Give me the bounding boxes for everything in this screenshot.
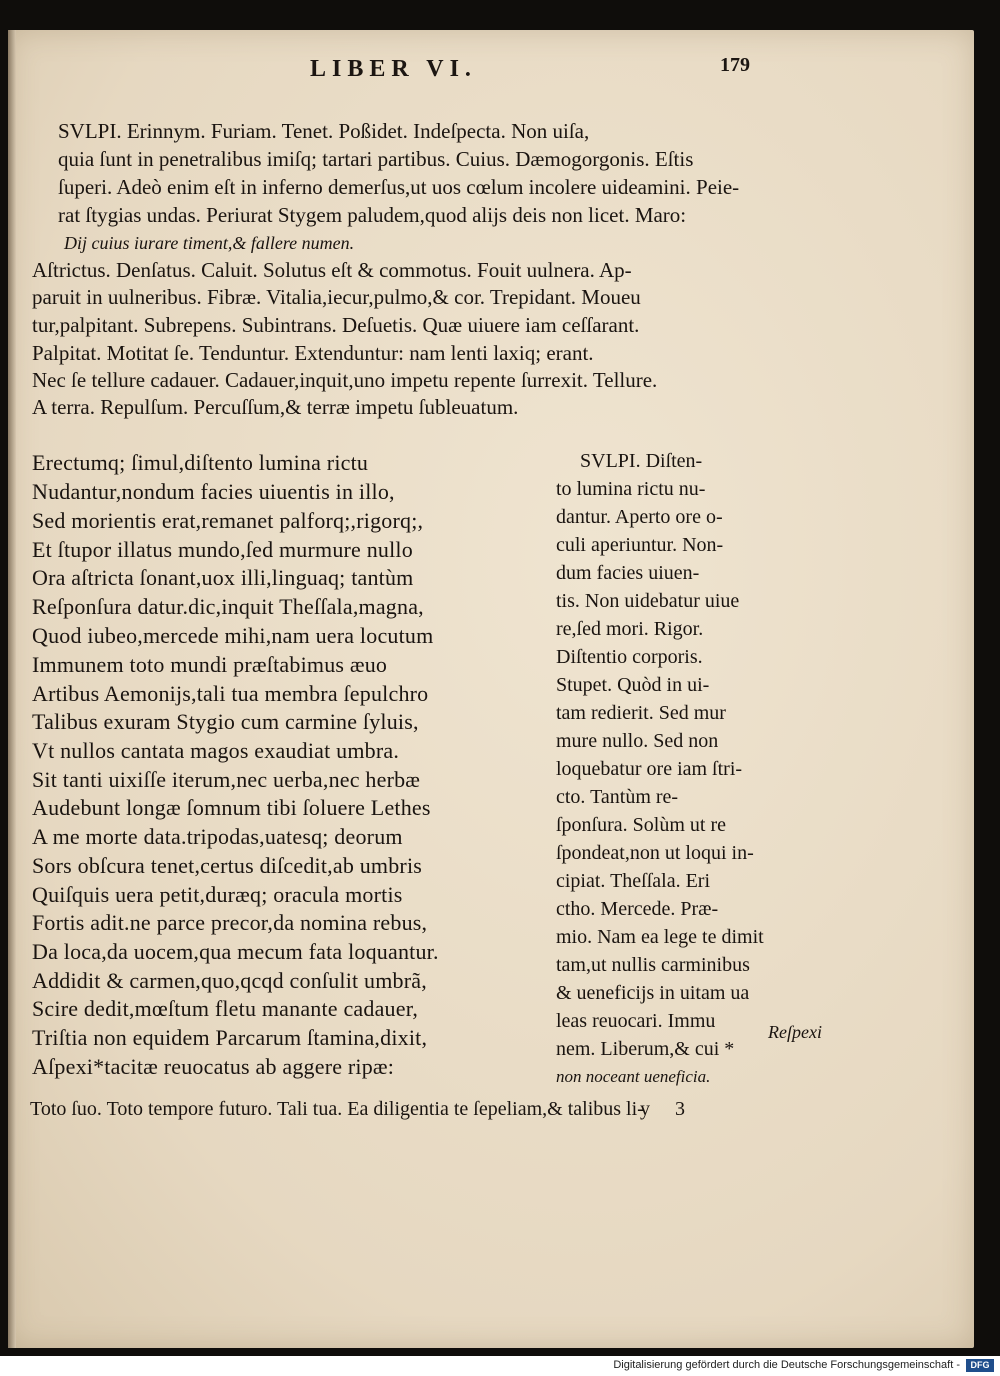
commentary-line: ſuperi. Adeò enim eſt in inferno demerſus,ut uos cœlum incolere uideamini. Peie- [58, 175, 740, 199]
commentary-line: Aſtrictus. Denſatus. Caluit. Solutus eſt & commotus. Fouit uulnera. Ap- [32, 258, 632, 282]
verse-line: Erectumq; ſimul,diſtento lumina rictu [32, 450, 369, 475]
folio-number: 179 [720, 54, 750, 76]
commentary-bottom-line: Toto ſuo. Toto tempore futuro. Tali tua. Ea diligentia te ſepeliam,& talibus li- [30, 1098, 644, 1120]
side-commentary-line: dum facies uiuen- [556, 562, 700, 584]
verse-line: Sors obſcura tenet,certus diſcedit,ab umbris [32, 853, 423, 878]
side-commentary-line: culi aperiuntur. Non- [556, 534, 724, 556]
margin-note: Reſpexi [768, 1022, 822, 1042]
footer-strip [0, 1356, 1000, 1376]
verse-line: A me morte data.tripodas,uatesq; deorum [32, 824, 403, 849]
verse-line: Sed morientis erat,remanet palforq;,rigorq;, [32, 508, 424, 533]
dfg-logo: DFG [966, 1359, 994, 1372]
verse-line: Vt nullos cantata magos exaudiat umbra. [32, 738, 400, 763]
side-commentary-line: leas reuocari. Immu [556, 1010, 716, 1032]
side-commentary-line: to lumina rictu nu- [556, 478, 706, 500]
verse-line: Audebunt longæ ſomnum tibi ſoluere Lethes [32, 795, 431, 820]
side-commentary-line: mure nullo. Sed non [556, 730, 719, 752]
side-commentary-line: re,ſed mori. Rigor. [556, 618, 704, 640]
commentary-line: paruit in uulneribus. Fibræ. Vitalia,iecur,pulmo,& cor. Trepidant. Moueu [32, 285, 641, 309]
side-commentary-line: cto. Tantùm re- [556, 786, 679, 808]
side-commentary-line: Diſtentio corporis. [556, 646, 703, 668]
verse-line: Aſpexi*tacitæ reuocatus ab aggere ripæ: [32, 1054, 395, 1079]
side-commentary-line: nem. Liberum,& cui * [556, 1038, 735, 1060]
side-commentary-line: tis. Non uidebatur uiue [556, 590, 740, 612]
commentary-line: tur,palpitant. Subrepens. Subintrans. Deſuetis. Quæ uiuere iam ceſſarant. [32, 313, 640, 337]
side-commentary-line: SVLPI. Diſten- [580, 450, 703, 472]
verse-line: Sit tanti uixiſſe iterum,nec uerba,nec herbæ [32, 767, 421, 792]
commentary-line: A terra. Repulſum. Percuſſum,& terræ impetu ſubleuatum. [32, 395, 519, 419]
verse-line: Da loca,da uocem,qua mecum fata loquantur. [32, 939, 439, 964]
side-commentary-line: mio. Nam ea lege te dimit [556, 926, 764, 948]
verse-line: Quiſquis uera petit,duræq; oracula mortis [32, 882, 403, 907]
verse-line: Artibus Aemonijs,tali tua membra ſepulchro [32, 681, 429, 706]
side-commentary-line: loquebatur ore iam ſtri- [556, 758, 743, 780]
verse-line: Talibus exuram Stygio cum carmine ſyluis, [32, 709, 419, 734]
side-commentary-line: ſpondeat,non ut loqui in- [556, 842, 754, 864]
signature-mark: y 3 [640, 1098, 695, 1120]
commentary-line: Palpitat. Motitat ſe. Tenduntur. Extenduntur: nam lenti laxiq; erant. [32, 341, 594, 365]
side-commentary-line: & ueneficijs in uitam ua [556, 982, 750, 1004]
footer-credit: Digitalisierung gefördert durch die Deutsche Forschungsgemeinschaft - [613, 1359, 960, 1371]
side-commentary-line: tam,ut nullis carminibus [556, 954, 750, 976]
side-commentary-line: dantur. Aperto ore o- [556, 506, 723, 528]
commentary-quotation: Dij cuius iurare timent,& fallere numen. [64, 233, 355, 253]
verse-line: Reſponſura datur.dic,inquit Theſſala,magna, [32, 594, 424, 619]
commentary-line: SVLPI. Erinnym. Furiam. Tenet. Poßidet. Indeſpecta. Non uiſa, [58, 119, 590, 143]
side-commentary-line: cipiat. Theſſala. Eri [556, 870, 711, 892]
verse-line: Fortis adit.ne parce precor,da nomina rebus, [32, 910, 428, 935]
verse-line: Scire dedit,mœſtum fletu manante cadauer, [32, 996, 419, 1021]
verse-line: Addidit & carmen,quo,qcqd conſulit umbrã, [32, 968, 427, 993]
verse-line: Quod iubeo,mercede mihi,nam uera locutum [32, 623, 434, 648]
side-commentary-line: non noceant ueneficia. [556, 1067, 711, 1086]
page-spine-shadow [8, 30, 16, 1348]
commentary-line: Nec ſe tellure cadauer. Cadauer,inquit,uno impetu repente ſurrexit. Tellure. [32, 368, 658, 392]
verse-line: Nudantur,nondum facies uiuentis in illo, [32, 479, 395, 504]
side-commentary-line: ſponſura. Solùm ut re [556, 814, 726, 836]
verse-line: Et ſtupor illatus mundo,ſed murmure nullo [32, 537, 413, 562]
running-title: LIBER VI. [310, 56, 477, 82]
side-commentary-line: Stupet. Quòd in ui- [556, 674, 710, 696]
side-commentary-line: ctho. Mercede. Præ- [556, 898, 719, 920]
commentary-line: quia ſunt in penetralibus imiſq; tartari partibus. Cuius. Dæmogorgonis. Eſtis [58, 147, 694, 171]
side-commentary-line: tam redierit. Sed mur [556, 702, 726, 724]
verse-line: Ora aſtricta ſonant,uox illi,linguaq; tantùm [32, 565, 414, 590]
verse-line: Immunem toto mundi præſtabimus æuo [32, 652, 388, 677]
commentary-line: rat ſtygias undas. Periurat Stygem paludem,quod alijs deis non licet. Maro: [58, 203, 687, 227]
verse-line: Triſtia non equidem Parcarum ſtamina,dixit, [32, 1025, 428, 1050]
